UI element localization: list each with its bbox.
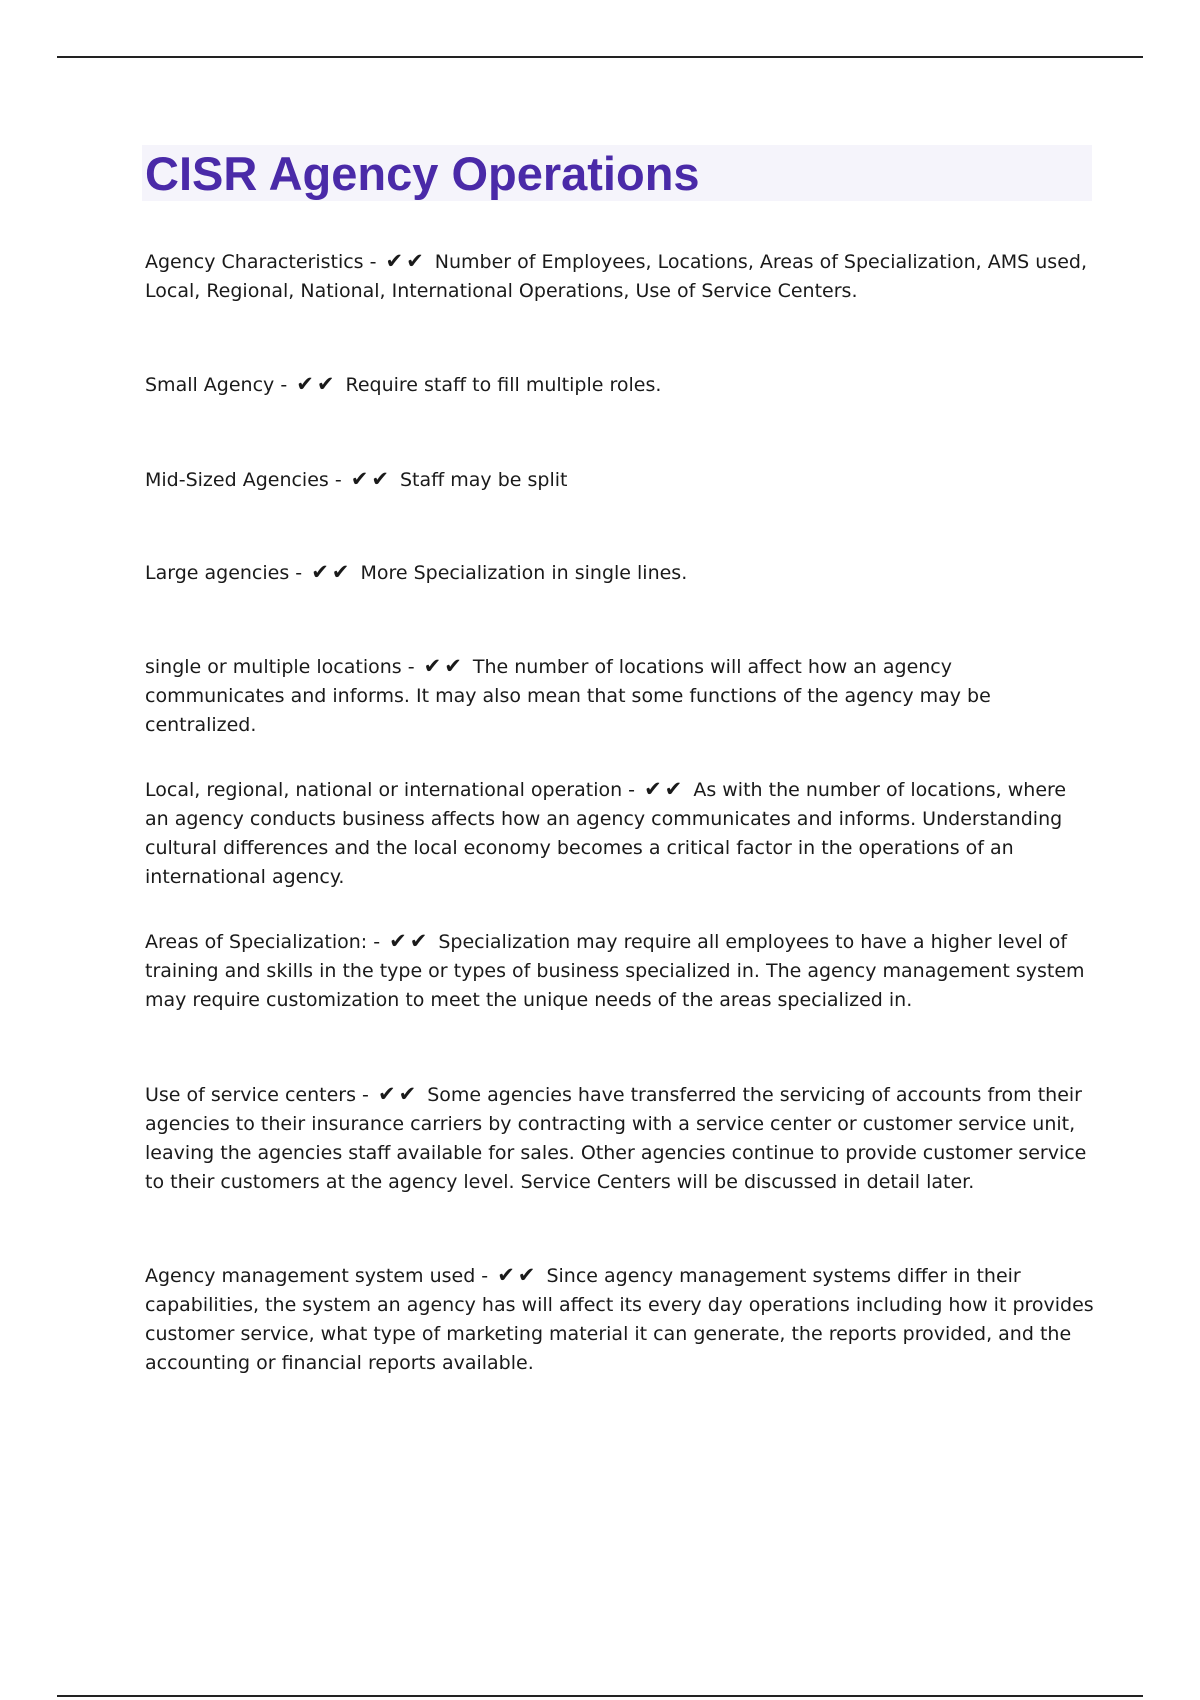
entry-definition: Require staff to fill multiple roles. <box>345 374 662 396</box>
checkmark-icon: ✔✔ <box>497 1263 539 1287</box>
checkmark-icon: ✔✔ <box>296 372 338 396</box>
checkmark-icon: ✔✔ <box>644 777 686 801</box>
entry-term: Agency Characteristics - <box>145 251 377 273</box>
checkmark-icon: ✔✔ <box>350 467 392 491</box>
entry-definition: Number of Employees, Locations, Areas of Specialization, AMS used, Local, Regional, National, International Operations, Use of Service Centers. <box>145 251 1087 302</box>
entry-areas-of-specialization <box>145 927 1095 1015</box>
checkmark-icon: ✔✔ <box>389 929 431 953</box>
entry-mid-sized-agencies <box>145 465 1095 495</box>
entry-definition: Specialization may require all employees to have a higher level of training and skills in the type or types of business specialized in. The agency management system may require customization to meet the unique needs of the areas specialized in. <box>145 931 1085 1011</box>
entry-term: Use of service centers - <box>145 1084 369 1106</box>
entry-term: Mid-Sized Agencies - <box>145 469 342 491</box>
entry-service-centers <box>145 1080 1095 1197</box>
entry-definition: Staff may be split <box>400 469 568 491</box>
top-rule <box>57 56 1143 58</box>
entry-term: Agency management system used - <box>145 1265 489 1287</box>
checkmark-icon: ✔✔ <box>385 249 427 273</box>
bottom-rule <box>57 1695 1143 1697</box>
entry-definition: Some agencies have transferred the servicing of accounts from their agencies to their insurance carriers by contracting with a service center or customer service unit, leaving the agencies staff available for sales. Other agencies continue to provide customer service to their customers at the agency level. Service Centers will be discussed in detail later. <box>145 1084 1087 1193</box>
entry-term: single or multiple locations - <box>145 656 415 678</box>
entry-small-agency <box>145 370 1095 400</box>
checkmark-icon: ✔✔ <box>377 1082 420 1106</box>
entry-locations <box>145 652 1095 740</box>
entry-agency-characteristics <box>145 247 1095 306</box>
entry-term: Large agencies - <box>145 562 303 584</box>
entry-term: Local, regional, national or international operation - <box>145 779 636 801</box>
entry-definition: As with the number of locations, where an agency conducts business affects how an agency communicates and informs. Understanding cultural differences and the local economy becomes a critical factor in the operations of an international agency. <box>145 779 1067 888</box>
checkmark-icon: ✔✔ <box>311 560 353 584</box>
entry-term: Small Agency - <box>145 374 288 396</box>
entry-term: Areas of Specialization: - <box>145 931 381 953</box>
checkmark-icon: ✔✔ <box>423 654 465 678</box>
entry-definition: Since agency management systems differ in their capabilities, the system an agency has will affect its every day operations including how it provides customer service, what type of marketing material it can generate, the reports provided, and the accounting or financial reports available. <box>145 1265 1094 1374</box>
entry-large-agencies <box>145 558 1095 588</box>
page-title: CISR Agency Operations <box>145 147 700 200</box>
entry-agency-management-system <box>145 1261 1095 1378</box>
entry-definition: More Specialization in single lines. <box>360 562 688 584</box>
entry-operation-scope <box>145 775 1095 892</box>
entry-definition: The number of locations will affect how an agency communicates and informs. It may also mean that some functions of the agency may be centralized. <box>145 656 991 736</box>
